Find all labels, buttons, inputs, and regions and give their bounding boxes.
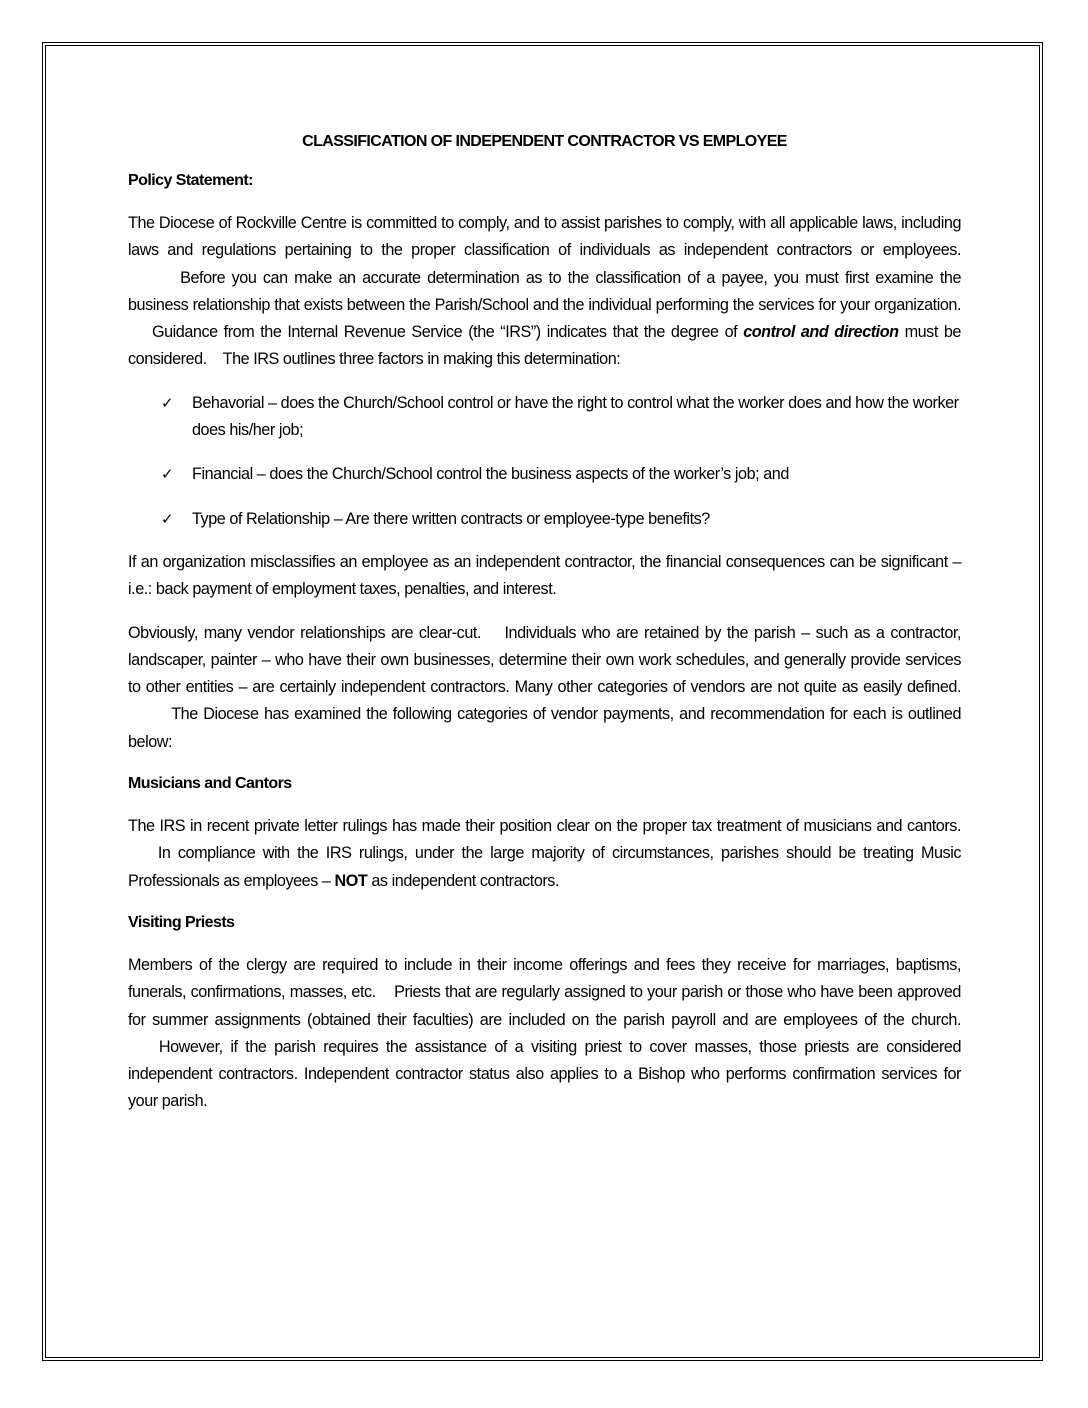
check-mark-icon: ✓ [161,465,174,484]
policy-statement-heading: Policy Statement: [128,172,253,189]
factor-financial [128,461,961,488]
document-body [128,130,961,1132]
policy-text-3: Guidance from the Internal Revenue Service (the “IRS”) indicates that the degree of [151,323,744,342]
factor-text: Financial – does the Church/School control the business aspects of the worker’s job; and [192,465,789,484]
document-title: CLASSIFICATION OF INDEPENDENT CONTRACTOR VS EMPLOYEE [302,133,787,150]
policy-text-2: Before you can make an accurate determination as to the classification of a payee, you must first examine the business relationship that exists between the Parish/School and the individual performing the services for your organization. [128,268,961,314]
musicians-cantors-paragraph: The IRS in recent private letter rulings has made their position clear on the proper tax treatment of musicians and cantors. In compliance with the IRS rulings, under the large majority of circumstances, parishes should be treating Music Professionals as employees – NOT as independent contractors. [128,817,961,890]
check-mark-icon: ✓ [161,393,174,412]
irs-factors-list [128,390,961,533]
factor-text: Behavorial – does the Church/School control or have the right to control what the worker does and how the worker does his/her job; [192,393,959,440]
factor-relationship [128,506,961,533]
control-and-direction-emphasis: control and direction [743,323,899,342]
check-mark-icon: ✓ [161,509,174,528]
musicians-cantors-heading: Musicians and Cantors [128,775,292,793]
policy-text-1: The Diocese of Rockville Centre is committed to comply, and to assist parishes to comply, with all applicable laws, including laws and regulations pertaining to the proper classification of individuals as independent contractors or employees. [128,214,961,260]
factor-text: Type of Relationship – Are there written contracts or employee-type benefits? [192,509,710,528]
policy-statement-paragraph [128,210,961,374]
policy-text-4: must be considered. [128,323,961,369]
factor-behavioral [128,390,961,445]
not-emphasis: NOT [334,871,368,890]
policy-text-5: The IRS outlines three factors in making this determination: [222,350,621,369]
visiting-priests-paragraph: Members of the clergy are required to include in their income offerings and fees they receive for marriages, baptisms, funerals, confirmations, masses, etc. Priests that are regularly assigned to your parish or those who have been approved for summer assignments (obtained their faculties) are included on the parish payroll and are employees of the church. However, if the parish requires the assistance of a visiting priest to cover masses, those priests are considered independent contractors. Independent contractor status also applies to a Bishop who performs confirmation services for your parish. [128,955,961,1111]
consequences-paragraph: If an organization misclassifies an employee as an independent contractor, the financial consequences can be significant – i.e.: back payment of employment taxes, penalties, and interest. [128,552,961,599]
vendor-relationships-paragraph: Obviously, many vendor relationships are clear-cut. Individuals who are retained by the parish – such as a contractor, landscaper, painter – who have their own businesses, determine their own work schedules, and generally provide services to other entities – are certainly independent contractors. Many other categories of vendors are not quite as easily defined. The Diocese has examined the following categories of vendor payments, and recommendation for each is outlined below: [128,623,961,751]
visiting-priests-heading: Visiting Priests [128,913,235,931]
